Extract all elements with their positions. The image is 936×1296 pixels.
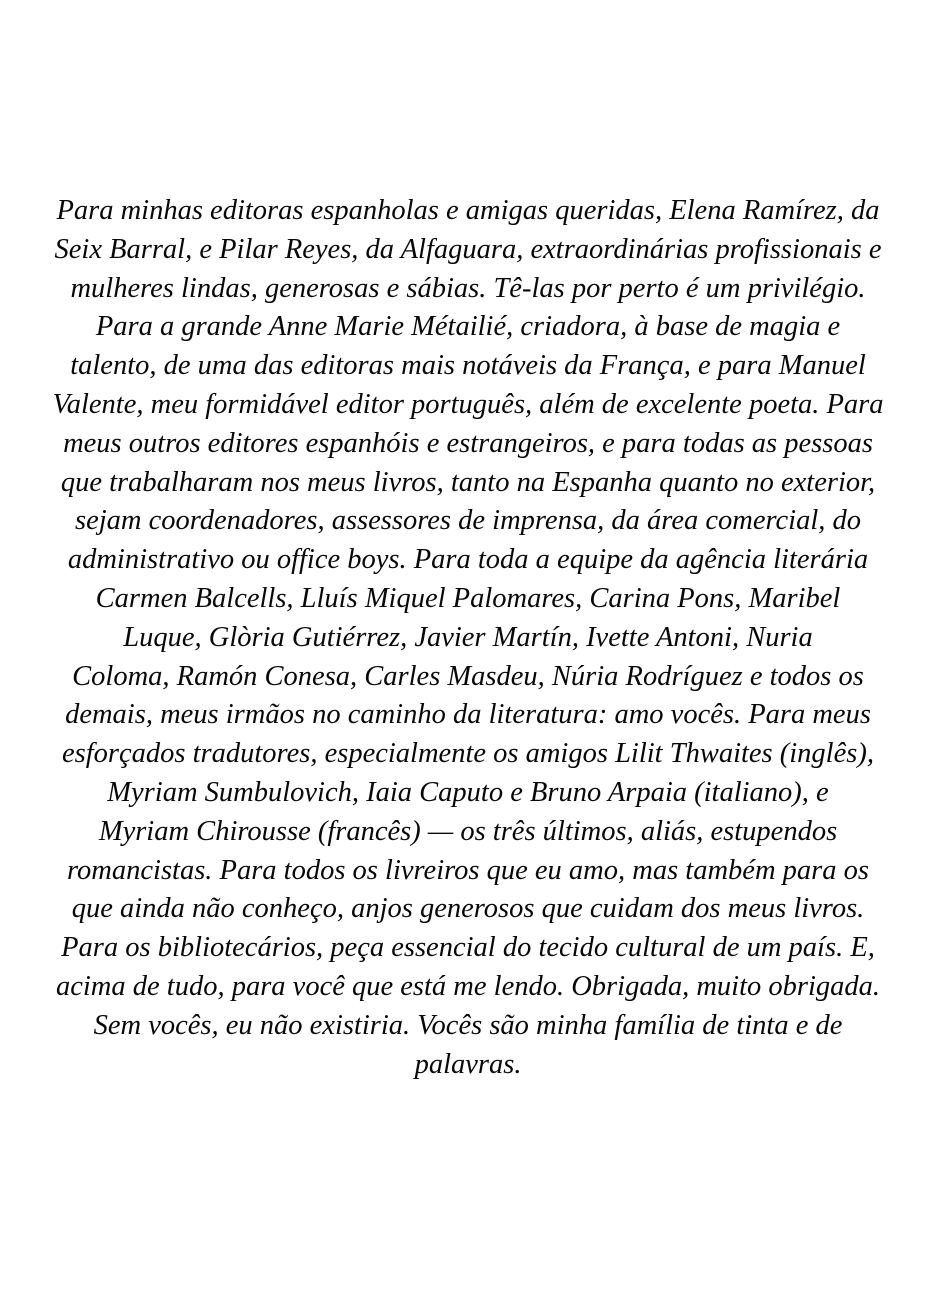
- text-line: Luque, Glòria Gutiérrez, Javier Martín, Ivette Antoni, Nuria: [123, 621, 813, 653]
- text-line: Carmen Balcells, Lluís Miquel Palomares, Carina Pons, Maribel: [95, 582, 841, 614]
- text-line: Sem vocês, eu não existiria. Vocês são minha família de tinta e de: [93, 1009, 843, 1041]
- text-line: administrativo ou office boys. Para toda a equipe da agência literária: [67, 544, 869, 576]
- text-line: sejam coordenadores, assessores de imprensa, da área comercial, do: [74, 505, 862, 537]
- text-line: Myriam Chirousse (francês) — os três últimos, aliás, estupendos: [98, 815, 838, 847]
- text-line: mulheres lindas, generosas e sábias. Tê-las por perto é um privilégio.: [70, 272, 866, 304]
- text-line: que ainda não conheço, anjos generosos que cuidam dos meus livros.: [71, 893, 865, 925]
- text-line: esforçados tradutores, especialmente os amigos Lilit Thwaites (inglês),: [62, 738, 874, 770]
- text-line: Valente, meu formidável editor português, além de excelente poeta. Para: [52, 388, 884, 420]
- text-line: talento, de uma das editoras mais notáveis da França, e para Manuel: [70, 350, 866, 382]
- text-line: Coloma, Ramón Conesa, Carles Masdeu, Núria Rodríguez e todos os: [72, 660, 864, 692]
- text-line: meus outros editores espanhóis e estrangeiros, e para todas as pessoas: [63, 427, 873, 459]
- text-line: Para os bibliotecários, peça essencial do tecido cultural de um país. E,: [61, 932, 875, 964]
- text-line: demais, meus irmãos no caminho da literatura: amo vocês. Para meus: [65, 699, 871, 731]
- text-line: que trabalharam nos meus livros, tanto na Espanha quanto no exterior,: [60, 466, 876, 498]
- text-line: acima de tudo, para você que está me lendo. Obrigada, muito obrigada.: [55, 970, 880, 1002]
- text-line: Seix Barral, e Pilar Reyes, da Alfaguara, extraordinárias profissionais e: [54, 233, 882, 265]
- text-line: romancistas. Para todos os livreiros que eu amo, mas também para os: [67, 854, 869, 886]
- text-line: palavras.: [414, 1048, 522, 1080]
- text-line: Para a grande Anne Marie Métailié, criadora, à base de magia e: [95, 311, 841, 343]
- text-line: Myriam Sumbulovich, Iaia Caputo e Bruno Arpaia (italiano), e: [107, 776, 829, 808]
- text-line: Para minhas editoras espanholas e amigas queridas, Elena Ramírez, da: [56, 195, 880, 226]
- dedication-text-block: [28, 192, 908, 1084]
